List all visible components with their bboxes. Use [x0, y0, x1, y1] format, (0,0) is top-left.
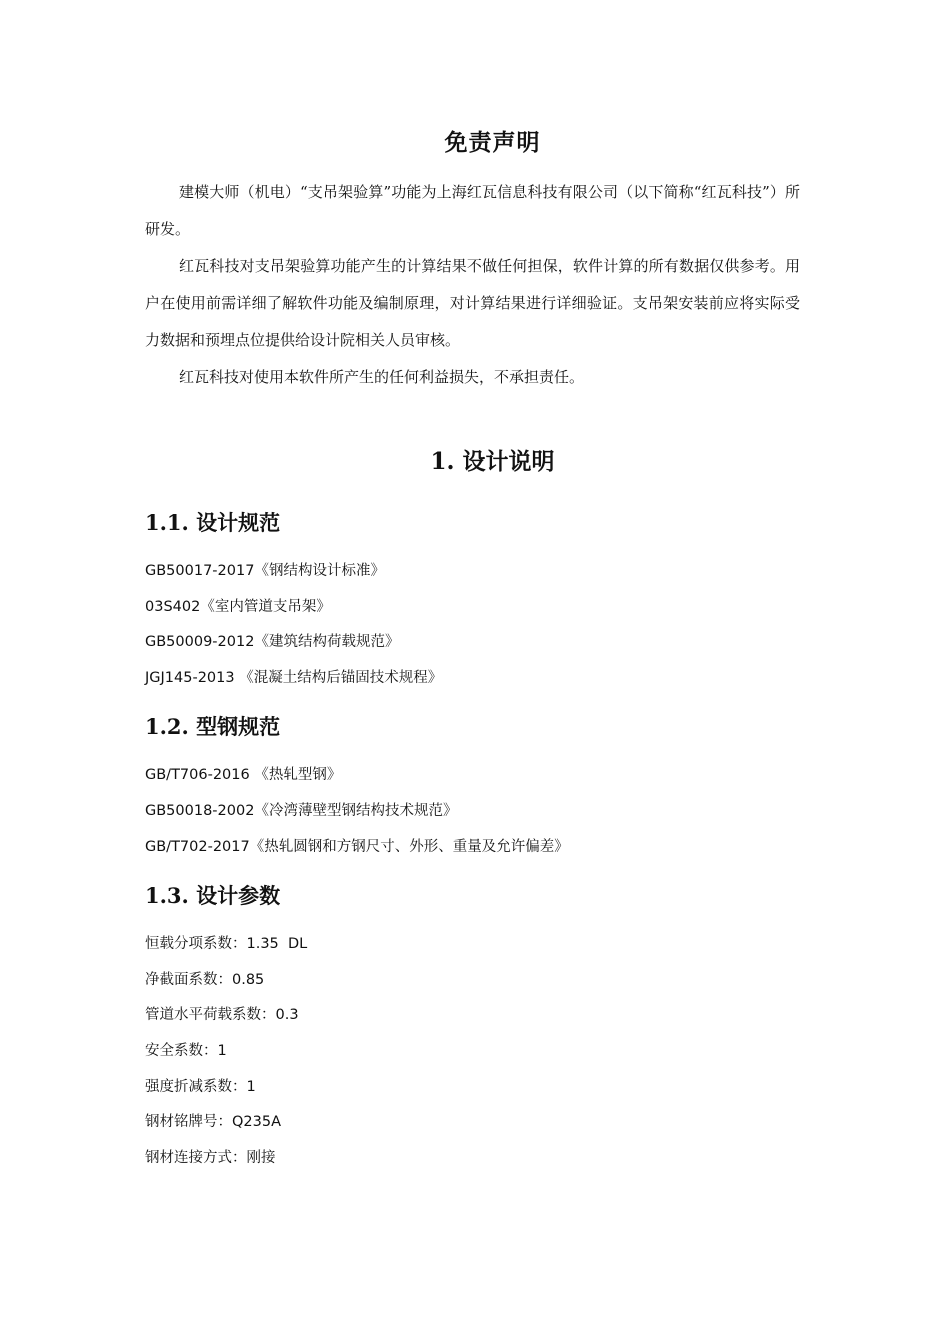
list-item: 钢材连接方式：刚接 — [145, 1149, 276, 1166]
list-item: 钢材铭牌号：Q235A — [145, 1114, 282, 1131]
design-parameters-list — [145, 927, 800, 1176]
list-item: GB/T706-2016 《热轧型钢》 — [145, 767, 342, 784]
list-item: 03S402《室内管道支吊架》 — [145, 598, 331, 615]
list-item: 强度折减系数：1 — [145, 1078, 256, 1095]
list-item: GB50009-2012《建筑结构荷载规范》 — [145, 634, 400, 651]
list-item: 安全系数：1 — [145, 1042, 227, 1059]
disclaimer-paragraph: 红瓦科技对使用本软件所产生的任何利益损失，不承担责任。 — [179, 368, 585, 386]
list-item: GB/T702-2017《热轧圆钢和方钢尺寸、外形、重量及允许偏差》 — [145, 838, 569, 855]
design-codes-list — [145, 554, 800, 696]
section-title-design-notes: 1. 设计说明 — [430, 448, 555, 475]
list-item: 管道水平荷载系数：0.3 — [145, 1007, 299, 1024]
subsection-title-design-codes: 1.1. 设计规范 — [145, 510, 281, 535]
subsection-title-design-parameters: 1.3. 设计参数 — [145, 883, 281, 909]
disclaimer-paragraph: 红瓦科技对支吊架验算功能产生的计算结果不做任何担保，软件计算的所有数据仅供参考。用户在使用前需详细了解软件功能及编制原理，对计算结果进行详细验证。支吊架安装前应将实际受力数据和预埋点位提供给设计院相关人员审核。 — [145, 257, 800, 349]
disclaimer-title: 免责声明 — [444, 129, 541, 156]
list-item: GB50018-2002《冷湾薄壁型钢结构技术规范》 — [145, 802, 458, 819]
steel-codes-list — [145, 758, 800, 865]
list-item: 净截面系数：0.85 — [145, 971, 265, 988]
list-item: 恒载分项系数：1.35 DL — [145, 936, 308, 953]
document-content — [145, 122, 800, 1176]
list-item: JGJ145-2013 《混凝土结构后锚固技术规程》 — [145, 669, 443, 686]
subsection-title-steel-codes: 1.2. 型钢规范 — [145, 714, 281, 740]
list-item: GB50017-2017《钢结构设计标准》 — [145, 563, 385, 579]
disclaimer-paragraph: 建模大师（机电）“支吊架验算”功能为上海红瓦信息科技有限公司（以下简称“红瓦科技”）所研发。 — [145, 183, 800, 238]
